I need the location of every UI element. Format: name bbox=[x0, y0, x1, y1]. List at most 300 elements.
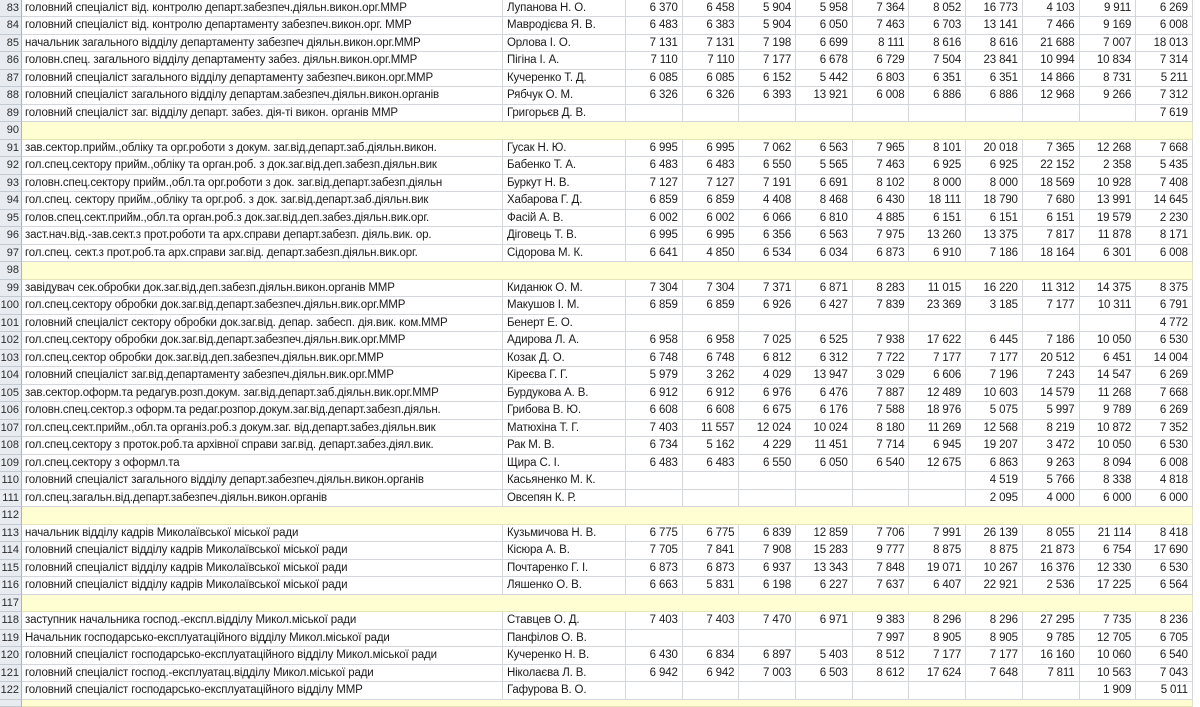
value-cell[interactable]: 13 375 bbox=[966, 227, 1023, 245]
value-cell[interactable]: 7 198 bbox=[739, 35, 796, 53]
value-cell[interactable]: 6 151 bbox=[909, 210, 966, 228]
value-cell[interactable]: 6 791 bbox=[1136, 297, 1193, 315]
value-cell[interactable]: 3 029 bbox=[853, 367, 910, 385]
row-number[interactable]: 106 bbox=[0, 402, 22, 420]
name-cell[interactable]: Грибова В. Ю. bbox=[503, 402, 626, 420]
value-cell[interactable] bbox=[1023, 315, 1080, 333]
value-cell[interactable]: 6 691 bbox=[796, 175, 853, 193]
value-cell[interactable]: 6 008 bbox=[1136, 455, 1193, 473]
value-cell[interactable]: 11 268 bbox=[1080, 385, 1137, 403]
value-cell[interactable]: 8 905 bbox=[966, 630, 1023, 648]
value-cell[interactable]: 10 834 bbox=[1080, 52, 1137, 70]
value-cell[interactable]: 7 304 bbox=[626, 280, 683, 298]
value-cell[interactable] bbox=[683, 490, 740, 508]
value-cell[interactable]: 6 034 bbox=[796, 245, 853, 263]
value-cell[interactable]: 8 094 bbox=[1080, 455, 1137, 473]
blank-band[interactable] bbox=[22, 700, 1193, 707]
name-cell[interactable]: Панфілов О. В. bbox=[503, 630, 626, 648]
value-cell[interactable]: 17 624 bbox=[909, 665, 966, 683]
name-cell[interactable]: Адирова Л. А. bbox=[503, 332, 626, 350]
value-cell[interactable]: 7 463 bbox=[853, 17, 910, 35]
value-cell[interactable]: 20 018 bbox=[966, 140, 1023, 158]
value-cell[interactable]: 8 219 bbox=[1023, 420, 1080, 438]
value-cell[interactable]: 13 260 bbox=[909, 227, 966, 245]
value-cell[interactable] bbox=[966, 682, 1023, 700]
value-cell[interactable]: 6 540 bbox=[853, 455, 910, 473]
value-cell[interactable]: 6 886 bbox=[909, 87, 966, 105]
position-cell[interactable]: головний спеціаліст загального відділу департам.забезпеч.діяльн.викон.органів bbox=[22, 87, 503, 105]
value-cell[interactable]: 12 268 bbox=[1080, 140, 1137, 158]
value-cell[interactable]: 8 052 bbox=[909, 0, 966, 17]
value-cell[interactable]: 7 619 bbox=[1136, 105, 1193, 123]
value-cell[interactable] bbox=[909, 682, 966, 700]
value-cell[interactable]: 8 000 bbox=[966, 175, 1023, 193]
value-cell[interactable]: 6 912 bbox=[683, 385, 740, 403]
value-cell[interactable] bbox=[626, 630, 683, 648]
value-cell[interactable]: 5 904 bbox=[739, 17, 796, 35]
value-cell[interactable]: 6 729 bbox=[853, 52, 910, 70]
value-cell[interactable]: 6 458 bbox=[683, 0, 740, 17]
position-cell[interactable]: головний спеціаліст відділу кадрів Миколаївської міської ради bbox=[22, 577, 503, 595]
name-cell[interactable]: Хабарова Г. Д. bbox=[503, 192, 626, 210]
value-cell[interactable]: 7 196 bbox=[966, 367, 1023, 385]
row-number[interactable]: 103 bbox=[0, 350, 22, 368]
value-cell[interactable]: 7 314 bbox=[1136, 52, 1193, 70]
value-cell[interactable]: 3 185 bbox=[966, 297, 1023, 315]
value-cell[interactable]: 9 266 bbox=[1080, 87, 1137, 105]
value-cell[interactable]: 6 085 bbox=[626, 70, 683, 88]
value-cell[interactable]: 6 427 bbox=[796, 297, 853, 315]
row-number[interactable]: 122 bbox=[0, 682, 22, 700]
value-cell[interactable]: 9 383 bbox=[853, 612, 910, 630]
value-cell[interactable]: 16 160 bbox=[1023, 647, 1080, 665]
value-cell[interactable] bbox=[853, 682, 910, 700]
row-number[interactable]: 113 bbox=[0, 525, 22, 543]
value-cell[interactable]: 8 418 bbox=[1136, 525, 1193, 543]
position-cell[interactable]: начальник загального відділу департаменту забезпеч діяльн.викон.орг.ММР bbox=[22, 35, 503, 53]
value-cell[interactable]: 7 735 bbox=[1080, 612, 1137, 630]
value-cell[interactable]: 19 207 bbox=[966, 437, 1023, 455]
value-cell[interactable]: 7 025 bbox=[739, 332, 796, 350]
name-cell[interactable]: Сідорова М. К. bbox=[503, 245, 626, 263]
value-cell[interactable]: 11 557 bbox=[683, 420, 740, 438]
value-cell[interactable]: 10 050 bbox=[1080, 332, 1137, 350]
row-number[interactable]: 112 bbox=[0, 507, 22, 525]
row-number[interactable]: 114 bbox=[0, 542, 22, 560]
value-cell[interactable]: 8 375 bbox=[1136, 280, 1193, 298]
value-cell[interactable]: 6 483 bbox=[683, 157, 740, 175]
position-cell[interactable]: головний спеціаліст заг. відділу департ. забез. дія-ті викон. органів ММР bbox=[22, 105, 503, 123]
value-cell[interactable]: 6 641 bbox=[626, 245, 683, 263]
value-cell[interactable]: 6 803 bbox=[853, 70, 910, 88]
name-cell[interactable]: Рак М. В. bbox=[503, 437, 626, 455]
name-cell[interactable]: Бенерт Е. О. bbox=[503, 315, 626, 333]
value-cell[interactable]: 6 976 bbox=[739, 385, 796, 403]
value-cell[interactable]: 7 186 bbox=[1023, 332, 1080, 350]
row-number[interactable]: 89 bbox=[0, 105, 22, 123]
value-cell[interactable] bbox=[739, 105, 796, 123]
value-cell[interactable]: 22 152 bbox=[1023, 157, 1080, 175]
value-cell[interactable]: 13 991 bbox=[1080, 192, 1137, 210]
position-cell[interactable]: головний спеціаліст загального відділу департ.забезпеч.діяльн.викон.органів bbox=[22, 472, 503, 490]
value-cell[interactable]: 6 550 bbox=[739, 157, 796, 175]
value-cell[interactable]: 7 997 bbox=[853, 630, 910, 648]
value-cell[interactable]: 7 848 bbox=[853, 560, 910, 578]
value-cell[interactable]: 20 512 bbox=[1023, 350, 1080, 368]
value-cell[interactable]: 6 483 bbox=[683, 455, 740, 473]
value-cell[interactable]: 7 841 bbox=[683, 542, 740, 560]
value-cell[interactable]: 7 648 bbox=[966, 665, 1023, 683]
position-cell[interactable]: головний спеціаліст господарсько-експлуатаційного відділу ММР bbox=[22, 682, 503, 700]
position-cell[interactable]: гол.спец.сектор обробки док.заг.від.деп.забезпеч.діяльн.вик.орг.ММР bbox=[22, 350, 503, 368]
row-number[interactable]: 116 bbox=[0, 577, 22, 595]
value-cell[interactable]: 11 015 bbox=[909, 280, 966, 298]
row-number[interactable]: 117 bbox=[0, 595, 22, 613]
value-cell[interactable]: 6 873 bbox=[683, 560, 740, 578]
value-cell[interactable]: 7 714 bbox=[853, 437, 910, 455]
value-cell[interactable]: 6 483 bbox=[626, 157, 683, 175]
value-cell[interactable]: 9 263 bbox=[1023, 455, 1080, 473]
value-cell[interactable]: 6 351 bbox=[966, 70, 1023, 88]
value-cell[interactable]: 7 668 bbox=[1136, 140, 1193, 158]
value-cell[interactable]: 10 267 bbox=[966, 560, 1023, 578]
value-cell[interactable] bbox=[626, 682, 683, 700]
value-cell[interactable]: 6 810 bbox=[796, 210, 853, 228]
value-cell[interactable]: 7 243 bbox=[1023, 367, 1080, 385]
value-cell[interactable]: 6 534 bbox=[739, 245, 796, 263]
value-cell[interactable]: 10 024 bbox=[796, 420, 853, 438]
value-cell[interactable]: 4 885 bbox=[853, 210, 910, 228]
blank-band[interactable] bbox=[22, 595, 1193, 613]
value-cell[interactable]: 8 338 bbox=[1080, 472, 1137, 490]
value-cell[interactable]: 15 283 bbox=[796, 542, 853, 560]
value-cell[interactable]: 7 975 bbox=[853, 227, 910, 245]
value-cell[interactable]: 8 102 bbox=[853, 175, 910, 193]
value-cell[interactable]: 6 563 bbox=[796, 227, 853, 245]
value-cell[interactable]: 6 445 bbox=[966, 332, 1023, 350]
position-cell[interactable]: головн.спец.сектору прийм.,обл.та орг.роботи з док. заг.від.департ.забезп.діяльн bbox=[22, 175, 503, 193]
value-cell[interactable]: 4 103 bbox=[1023, 0, 1080, 17]
value-cell[interactable]: 6 734 bbox=[626, 437, 683, 455]
position-cell[interactable]: гол.спец. сектору прийм.,обліку та орг.роб. з док. заг.від.департ.заб.діяльн.вик bbox=[22, 192, 503, 210]
value-cell[interactable]: 10 994 bbox=[1023, 52, 1080, 70]
value-cell[interactable]: 6 873 bbox=[626, 560, 683, 578]
value-cell[interactable]: 6 151 bbox=[966, 210, 1023, 228]
value-cell[interactable]: 7 588 bbox=[853, 402, 910, 420]
value-cell[interactable]: 6 971 bbox=[796, 612, 853, 630]
name-cell[interactable]: Макушов І. М. bbox=[503, 297, 626, 315]
value-cell[interactable] bbox=[739, 315, 796, 333]
name-cell[interactable]: Почтаренко Г. І. bbox=[503, 560, 626, 578]
value-cell[interactable] bbox=[683, 315, 740, 333]
position-cell[interactable]: гол.спец. сект.з прот.роб.та арх.справи заг.від. департ.забезп.діяльн.вик.орг. bbox=[22, 245, 503, 263]
value-cell[interactable] bbox=[796, 315, 853, 333]
name-cell[interactable]: Гусак Н. Ю. bbox=[503, 140, 626, 158]
value-cell[interactable]: 6 269 bbox=[1136, 367, 1193, 385]
value-cell[interactable]: 17 622 bbox=[909, 332, 966, 350]
value-cell[interactable]: 23 841 bbox=[966, 52, 1023, 70]
position-cell[interactable]: головн.спец. загального відділу департаменту забез. діяльн.викон.орг.ММР bbox=[22, 52, 503, 70]
position-cell[interactable]: гол.спец.сект.прийм.,обл.та організ.роб.з докум.заг. від.департ.забез.діяльн.вик bbox=[22, 420, 503, 438]
row-number[interactable]: 115 bbox=[0, 560, 22, 578]
value-cell[interactable]: 10 563 bbox=[1080, 665, 1137, 683]
value-cell[interactable]: 6 151 bbox=[1023, 210, 1080, 228]
value-cell[interactable]: 7 908 bbox=[739, 542, 796, 560]
value-cell[interactable]: 8 111 bbox=[853, 35, 910, 53]
value-cell[interactable]: 5 904 bbox=[739, 0, 796, 17]
value-cell[interactable]: 14 004 bbox=[1136, 350, 1193, 368]
value-cell[interactable] bbox=[796, 630, 853, 648]
value-cell[interactable] bbox=[626, 315, 683, 333]
value-cell[interactable]: 8 468 bbox=[796, 192, 853, 210]
row-number[interactable]: 110 bbox=[0, 472, 22, 490]
row-number[interactable]: 118 bbox=[0, 612, 22, 630]
row-number[interactable]: 84 bbox=[0, 17, 22, 35]
value-cell[interactable]: 7 191 bbox=[739, 175, 796, 193]
value-cell[interactable]: 8 512 bbox=[853, 647, 910, 665]
value-cell[interactable]: 6 530 bbox=[1136, 332, 1193, 350]
value-cell[interactable]: 6 945 bbox=[909, 437, 966, 455]
value-cell[interactable]: 7 007 bbox=[1080, 35, 1137, 53]
value-cell[interactable]: 5 162 bbox=[683, 437, 740, 455]
position-cell[interactable]: головний спеціаліст сектору обробки док.заг.від. депар. забесп. дія.вик. ком.ММР bbox=[22, 315, 503, 333]
value-cell[interactable]: 6 995 bbox=[626, 140, 683, 158]
value-cell[interactable]: 6 995 bbox=[626, 227, 683, 245]
value-cell[interactable]: 6 301 bbox=[1080, 245, 1137, 263]
value-cell[interactable]: 11 269 bbox=[909, 420, 966, 438]
value-cell[interactable]: 6 530 bbox=[1136, 437, 1193, 455]
value-cell[interactable]: 6 550 bbox=[739, 455, 796, 473]
value-cell[interactable]: 21 873 bbox=[1023, 542, 1080, 560]
value-cell[interactable]: 27 295 bbox=[1023, 612, 1080, 630]
value-cell[interactable]: 6 152 bbox=[739, 70, 796, 88]
value-cell[interactable]: 23 369 bbox=[909, 297, 966, 315]
value-cell[interactable] bbox=[796, 105, 853, 123]
blank-band[interactable] bbox=[22, 507, 1193, 525]
value-cell[interactable] bbox=[739, 490, 796, 508]
value-cell[interactable]: 6 897 bbox=[739, 647, 796, 665]
row-number[interactable]: 92 bbox=[0, 157, 22, 175]
value-cell[interactable]: 6 859 bbox=[626, 297, 683, 315]
value-cell[interactable]: 6 705 bbox=[1136, 630, 1193, 648]
value-cell[interactable]: 13 141 bbox=[966, 17, 1023, 35]
value-cell[interactable]: 12 489 bbox=[909, 385, 966, 403]
value-cell[interactable]: 2 230 bbox=[1136, 210, 1193, 228]
value-cell[interactable]: 6 912 bbox=[626, 385, 683, 403]
row-number[interactable]: 121 bbox=[0, 665, 22, 683]
value-cell[interactable]: 26 139 bbox=[966, 525, 1023, 543]
value-cell[interactable]: 18 790 bbox=[966, 192, 1023, 210]
value-cell[interactable]: 6 000 bbox=[1136, 490, 1193, 508]
value-cell[interactable]: 8 283 bbox=[853, 280, 910, 298]
value-cell[interactable]: 18 569 bbox=[1023, 175, 1080, 193]
value-cell[interactable]: 12 859 bbox=[796, 525, 853, 543]
value-cell[interactable]: 5 211 bbox=[1136, 70, 1193, 88]
value-cell[interactable] bbox=[909, 315, 966, 333]
value-cell[interactable]: 7 177 bbox=[966, 350, 1023, 368]
value-cell[interactable]: 7 403 bbox=[683, 612, 740, 630]
row-number[interactable]: 105 bbox=[0, 385, 22, 403]
name-cell[interactable]: Рябчук О. М. bbox=[503, 87, 626, 105]
row-number[interactable]: 109 bbox=[0, 455, 22, 473]
value-cell[interactable]: 7 722 bbox=[853, 350, 910, 368]
row-number[interactable]: 101 bbox=[0, 315, 22, 333]
value-cell[interactable]: 6 176 bbox=[796, 402, 853, 420]
row-number[interactable]: 104 bbox=[0, 367, 22, 385]
value-cell[interactable]: 16 376 bbox=[1023, 560, 1080, 578]
value-cell[interactable]: 1 909 bbox=[1080, 682, 1137, 700]
position-cell[interactable]: заст.нач.від.-зав.сект.з прот.роботи та арх.справи департ.забезп. діяль.вик. ор. bbox=[22, 227, 503, 245]
value-cell[interactable]: 7 177 bbox=[909, 647, 966, 665]
value-cell[interactable]: 6 925 bbox=[966, 157, 1023, 175]
value-cell[interactable]: 16 773 bbox=[966, 0, 1023, 17]
value-cell[interactable]: 4 818 bbox=[1136, 472, 1193, 490]
value-cell[interactable] bbox=[796, 682, 853, 700]
position-cell[interactable]: головний спеціаліст господарсько-експлуатаційного відділу Микол.міської ради bbox=[22, 647, 503, 665]
value-cell[interactable]: 6 699 bbox=[796, 35, 853, 53]
value-cell[interactable]: 12 675 bbox=[909, 455, 966, 473]
name-cell[interactable]: Ніколаєва Л. В. bbox=[503, 665, 626, 683]
row-number[interactable]: 88 bbox=[0, 87, 22, 105]
value-cell[interactable]: 16 220 bbox=[966, 280, 1023, 298]
value-cell[interactable]: 5 997 bbox=[1023, 402, 1080, 420]
value-cell[interactable]: 5 831 bbox=[683, 577, 740, 595]
value-cell[interactable]: 5 979 bbox=[626, 367, 683, 385]
value-cell[interactable]: 6 937 bbox=[739, 560, 796, 578]
value-cell[interactable]: 6 606 bbox=[909, 367, 966, 385]
value-cell[interactable]: 6 540 bbox=[1136, 647, 1193, 665]
row-number[interactable]: 85 bbox=[0, 35, 22, 53]
value-cell[interactable]: 7 887 bbox=[853, 385, 910, 403]
value-cell[interactable]: 7 408 bbox=[1136, 175, 1193, 193]
position-cell[interactable]: завідувач сек.обробки док.заг.від.деп.забезп.діяльн.викон.органів ММР bbox=[22, 280, 503, 298]
value-cell[interactable]: 5 011 bbox=[1136, 682, 1193, 700]
value-cell[interactable]: 9 789 bbox=[1080, 402, 1137, 420]
value-cell[interactable]: 4 519 bbox=[966, 472, 1023, 490]
value-cell[interactable]: 21 688 bbox=[1023, 35, 1080, 53]
value-cell[interactable] bbox=[909, 105, 966, 123]
value-cell[interactable]: 19 071 bbox=[909, 560, 966, 578]
value-cell[interactable]: 7 127 bbox=[626, 175, 683, 193]
value-cell[interactable]: 6 995 bbox=[683, 227, 740, 245]
value-cell[interactable]: 6 834 bbox=[683, 647, 740, 665]
value-cell[interactable]: 6 775 bbox=[683, 525, 740, 543]
position-cell[interactable]: головний спеціаліст заг.від.департаменту забезпеч.діяльн.вик.орг.ММР bbox=[22, 367, 503, 385]
value-cell[interactable]: 7 463 bbox=[853, 157, 910, 175]
value-cell[interactable]: 7 177 bbox=[1023, 297, 1080, 315]
value-cell[interactable]: 7 177 bbox=[739, 52, 796, 70]
value-cell[interactable]: 6 530 bbox=[1136, 560, 1193, 578]
position-cell[interactable]: головний спеціаліст відділу кадрів Миколаївської міської ради bbox=[22, 560, 503, 578]
value-cell[interactable]: 8 101 bbox=[909, 140, 966, 158]
value-cell[interactable]: 6 370 bbox=[626, 0, 683, 17]
value-cell[interactable]: 5 442 bbox=[796, 70, 853, 88]
value-cell[interactable]: 18 013 bbox=[1136, 35, 1193, 53]
value-cell[interactable]: 7 938 bbox=[853, 332, 910, 350]
value-cell[interactable]: 18 164 bbox=[1023, 245, 1080, 263]
value-cell[interactable]: 6 563 bbox=[796, 140, 853, 158]
value-cell[interactable]: 8 296 bbox=[966, 612, 1023, 630]
value-cell[interactable]: 7 304 bbox=[683, 280, 740, 298]
value-cell[interactable]: 11 312 bbox=[1023, 280, 1080, 298]
position-cell[interactable]: головний спеціаліст від. контролю департ.забезпеч.діяльн.викон.орг.ММР bbox=[22, 0, 503, 17]
row-number[interactable]: 93 bbox=[0, 175, 22, 193]
name-cell[interactable]: Фасій А. В. bbox=[503, 210, 626, 228]
position-cell[interactable]: гол.спец.загальн.від.департ.забезпеч.діяльн.викон.органів bbox=[22, 490, 503, 508]
value-cell[interactable] bbox=[626, 105, 683, 123]
position-cell[interactable]: зав.сектор.прийм.,обліку та орг.роботи з докум. заг.від.департ.заб.діяльн.викон. bbox=[22, 140, 503, 158]
value-cell[interactable]: 6 958 bbox=[683, 332, 740, 350]
name-cell[interactable]: Матюхіна Т. Г. bbox=[503, 420, 626, 438]
value-cell[interactable]: 7 403 bbox=[626, 420, 683, 438]
value-cell[interactable]: 7 043 bbox=[1136, 665, 1193, 683]
position-cell[interactable]: заступник начальника господ.-експл.відділу Микол.міської ради bbox=[22, 612, 503, 630]
position-cell[interactable]: гол.спец.сектору прийм.,обліку та орган.роб. з док.заг.від.деп.забезп.діяльн.вик bbox=[22, 157, 503, 175]
name-cell[interactable]: Лупанова Н. О. bbox=[503, 0, 626, 17]
name-cell[interactable]: Бабенко Т. А. bbox=[503, 157, 626, 175]
value-cell[interactable]: 6 812 bbox=[739, 350, 796, 368]
value-cell[interactable]: 7 352 bbox=[1136, 420, 1193, 438]
value-cell[interactable]: 6 351 bbox=[909, 70, 966, 88]
value-cell[interactable] bbox=[1080, 105, 1137, 123]
value-cell[interactable]: 8 875 bbox=[966, 542, 1023, 560]
value-cell[interactable]: 7 003 bbox=[739, 665, 796, 683]
value-cell[interactable]: 7 312 bbox=[1136, 87, 1193, 105]
value-cell[interactable]: 5 565 bbox=[796, 157, 853, 175]
value-cell[interactable] bbox=[853, 490, 910, 508]
value-cell[interactable]: 6 958 bbox=[626, 332, 683, 350]
value-cell[interactable]: 6 483 bbox=[626, 17, 683, 35]
value-cell[interactable] bbox=[966, 315, 1023, 333]
value-cell[interactable]: 9 777 bbox=[853, 542, 910, 560]
value-cell[interactable]: 18 111 bbox=[909, 192, 966, 210]
value-cell[interactable]: 4 850 bbox=[683, 245, 740, 263]
value-cell[interactable]: 7 706 bbox=[853, 525, 910, 543]
value-cell[interactable] bbox=[626, 490, 683, 508]
value-cell[interactable]: 12 968 bbox=[1023, 87, 1080, 105]
value-cell[interactable]: 7 186 bbox=[966, 245, 1023, 263]
value-cell[interactable]: 6 608 bbox=[626, 402, 683, 420]
name-cell[interactable]: Овсепян К. Р. bbox=[503, 490, 626, 508]
value-cell[interactable]: 6 476 bbox=[796, 385, 853, 403]
value-cell[interactable]: 6 407 bbox=[909, 577, 966, 595]
name-cell[interactable]: Орлова І. О. bbox=[503, 35, 626, 53]
value-cell[interactable]: 6 050 bbox=[796, 455, 853, 473]
value-cell[interactable] bbox=[683, 630, 740, 648]
value-cell[interactable]: 8 616 bbox=[909, 35, 966, 53]
name-cell[interactable]: Касьяненко М. К. bbox=[503, 472, 626, 490]
value-cell[interactable]: 9 911 bbox=[1080, 0, 1137, 17]
value-cell[interactable]: 7 466 bbox=[1023, 17, 1080, 35]
value-cell[interactable]: 6 066 bbox=[739, 210, 796, 228]
value-cell[interactable]: 10 060 bbox=[1080, 647, 1137, 665]
value-cell[interactable]: 7 817 bbox=[1023, 227, 1080, 245]
value-cell[interactable]: 6 085 bbox=[683, 70, 740, 88]
value-cell[interactable]: 9 169 bbox=[1080, 17, 1137, 35]
value-cell[interactable]: 14 547 bbox=[1080, 367, 1137, 385]
value-cell[interactable]: 6 483 bbox=[626, 455, 683, 473]
value-cell[interactable]: 7 504 bbox=[909, 52, 966, 70]
value-cell[interactable]: 5 075 bbox=[966, 402, 1023, 420]
value-cell[interactable]: 6 383 bbox=[683, 17, 740, 35]
value-cell[interactable]: 6 886 bbox=[966, 87, 1023, 105]
value-cell[interactable]: 4 229 bbox=[739, 437, 796, 455]
value-cell[interactable]: 21 114 bbox=[1080, 525, 1137, 543]
value-cell[interactable]: 8 055 bbox=[1023, 525, 1080, 543]
value-cell[interactable]: 6 608 bbox=[683, 402, 740, 420]
value-cell[interactable]: 7 131 bbox=[683, 35, 740, 53]
value-cell[interactable]: 6 008 bbox=[1136, 17, 1193, 35]
